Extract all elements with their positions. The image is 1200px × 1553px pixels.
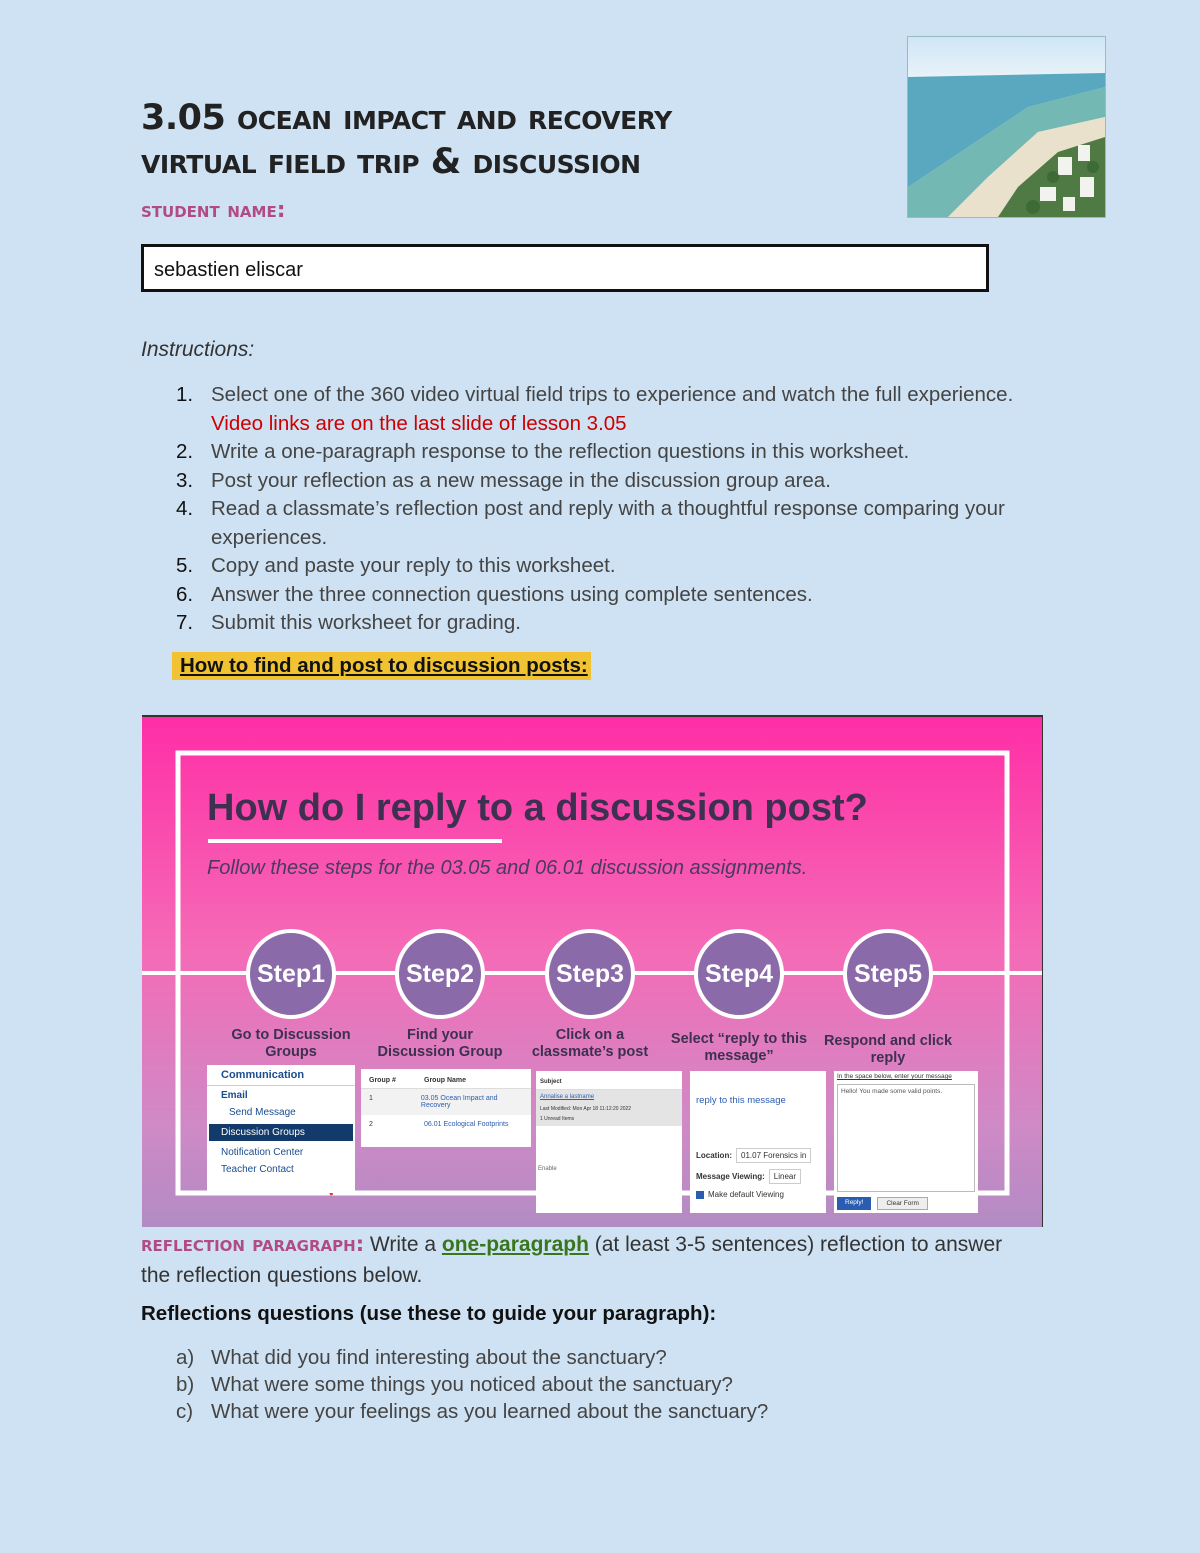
step-1-caption: Go to Discussion Groups — [231, 1027, 351, 1060]
beach-aerial-photo — [907, 36, 1106, 218]
student-name-field[interactable]: sebastien eliscar — [141, 244, 989, 292]
step-3-circle: Step3 — [545, 929, 635, 1019]
video-links-note: Video links are on the last slide of lesson 3.05 — [211, 411, 627, 435]
instruction-text: Write a one-paragraph response to the reflection questions in this worksheet. — [211, 440, 910, 463]
student-name-label: student name: — [141, 198, 286, 223]
reflection-label: reflection paragraph: — [141, 1232, 365, 1256]
step-5-screenshot: In the space below, enter your message Hello! You made some valid points. Reply! Clear Form — [834, 1071, 978, 1213]
group-link-6-01: 06.01 Ecological Footprints — [424, 1121, 509, 1128]
slide-subtitle: Follow these steps for the 03.05 and 06.01 discussion assignments. — [207, 857, 808, 879]
instruction-text: Post your reflection as a new message in the discussion group area. — [211, 468, 831, 492]
instruction-item: 7. Submit this worksheet for grading. — [176, 611, 521, 634]
discussion-howto-slide — [142, 715, 1043, 1227]
reflection-instructions: reflection paragraph: Write a one-paragraph (at least 3-5 sentences) reflection to answer the reflection questions below. — [141, 1232, 1003, 1287]
instruction-item: 5. Copy and paste your reply to this worksheet. — [176, 554, 616, 577]
slide-title: How do I reply to a discussion post? — [207, 787, 868, 829]
step-5-circle: Step5 — [843, 929, 933, 1019]
notification-center-item: Notification Center — [221, 1147, 304, 1158]
instruction-item: 1. Select one of the 360 video virtual field trips to experience and watch the full experience. Video links are on the last slide of lesson 3.05 — [176, 383, 1014, 435]
reply-button: Reply! — [837, 1197, 871, 1210]
reflection-question: b) What were some things you noticed about the sanctuary? — [176, 1373, 733, 1396]
classmate-post-link: Annalise a lastname — [540, 1094, 595, 1100]
step-2-caption: Find your Discussion Group — [377, 1027, 503, 1060]
teacher-contact-item: Teacher Contact — [221, 1164, 294, 1175]
page-title — [141, 96, 672, 184]
step-2-circle: Step2 — [395, 929, 485, 1019]
discussion-groups-item: Discussion Groups — [209, 1124, 353, 1141]
reflection-questions-list — [176, 1344, 768, 1425]
instruction-item: 3. Post your reflection as a new message in the discussion group area. — [176, 468, 831, 492]
title-line-2: virtual field trip & discussion — [141, 142, 641, 182]
email-item: Email — [221, 1090, 248, 1101]
instruction-text: Copy and paste your reply to this worksheet. — [211, 554, 616, 577]
instruction-text: Submit this worksheet for grading. — [211, 611, 521, 634]
one-paragraph-link[interactable]: one-paragraph — [441, 1233, 589, 1256]
step-2-screenshot: Group # Group Name 1 03.05 Ocean Impact and Recovery 2 06.01 Ecological Footprints — [361, 1069, 531, 1147]
reply-message-textarea: Hello! You made some valid points. — [837, 1084, 975, 1192]
reflection-questions-heading: Reflections questions (use these to guide your paragraph): — [141, 1302, 717, 1325]
instructions-label: Instructions: — [141, 338, 255, 361]
instruction-item: 6. Answer the three connection questions using complete sentences. — [176, 582, 813, 606]
step-4-circle: Step4 — [694, 929, 784, 1019]
step-3-caption: Click on a classmate’s post — [531, 1027, 649, 1060]
instruction-item: 2. Write a one-paragraph response to the reflection questions in this worksheet. — [176, 440, 910, 463]
step-1-circle: Step1 — [246, 929, 336, 1019]
instruction-text: Select one of the 360 video virtual field trips to experience and watch the full experience. — [211, 383, 1014, 406]
communication-header: Communication — [207, 1065, 355, 1086]
default-viewing-checkbox — [696, 1191, 704, 1199]
group-num-header: Group # — [369, 1077, 396, 1084]
reply-to-message-link: reply to this message — [696, 1095, 786, 1106]
instruction-item: 4. Read a classmate’s reflection post and reply with a thoughtful response comparing your experiences. — [176, 497, 1005, 549]
step-4-screenshot: reply to this message Location: 01.07 Forensics in Message Viewing: Linear Make default Viewing — [690, 1071, 826, 1213]
howto-discussion-link[interactable]: How to find and post to discussion posts: — [172, 652, 591, 680]
reflection-question: c) What were your feelings as you learned about the sanctuary? — [176, 1400, 769, 1423]
title-line-1: 3.05 ocean impact and recovery — [141, 98, 672, 138]
step-4-caption: Select “reply to this message” — [670, 1031, 808, 1064]
clear-form-button: Clear Form — [877, 1197, 928, 1210]
instruction-text: Answer the three connection questions using complete sentences. — [211, 582, 813, 606]
group-name-header: Group Name — [424, 1077, 467, 1084]
instructions-list — [176, 381, 1036, 638]
instruction-text: Read a classmate’s reflection post and reply with a thoughtful response comparing your experiences. — [211, 497, 1005, 549]
step-5-caption: Respond and click reply — [823, 1033, 953, 1066]
group-link-3-05: 03.05 Ocean Impact and Recovery — [420, 1095, 498, 1109]
step-3-screenshot: Subject Annalise a lastname Last Modified: Mon Apr 18 11:12:20 2022 1 Unread Items Enable — [536, 1071, 682, 1213]
reflection-question: a) What did you find interesting about the sanctuary? — [176, 1346, 667, 1369]
step-1-screenshot — [207, 1065, 355, 1193]
send-message-item: Send Message — [229, 1107, 296, 1118]
